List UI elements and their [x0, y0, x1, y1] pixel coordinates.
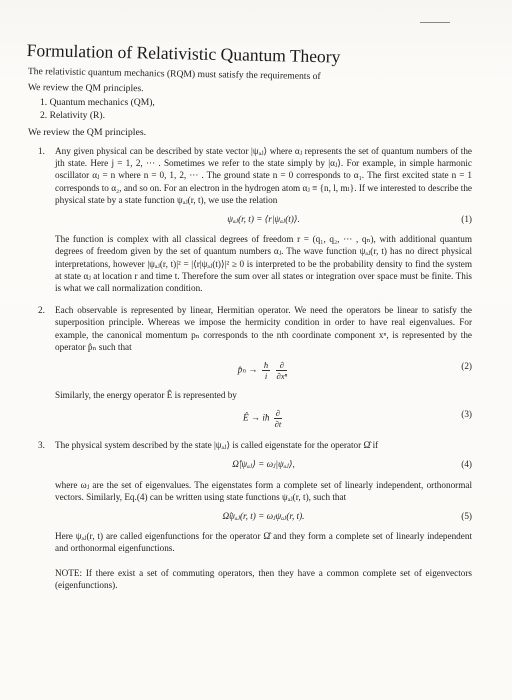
- equation-lhs: p̂ₙ →: [237, 364, 258, 375]
- principle-item-2: [32, 304, 472, 429]
- equation-2: [55, 360, 472, 381]
- equation-number: (2): [461, 361, 472, 372]
- principle-item-1: [32, 145, 472, 294]
- review-heading: We review the QM principles.: [28, 127, 147, 138]
- equation-3: [55, 408, 472, 429]
- equation-5: [55, 510, 472, 522]
- principle-item-3: [32, 439, 472, 591]
- equation-text: Ω̂|ψₐⱼ⟩ = ωⱼ|ψₐⱼ⟩,: [232, 459, 295, 470]
- equation-text: Ω̂ψₐⱼ(r, t) = ωⱼψₐⱼ(r, t).: [222, 511, 305, 522]
- equation-1: [55, 213, 472, 225]
- fraction-denominator: ∂xⁿ: [276, 371, 288, 382]
- top-rule: [420, 22, 450, 23]
- list-item: 2. Relativity (R).: [40, 110, 106, 121]
- fraction: [262, 360, 270, 381]
- fraction-denominator: i: [264, 371, 268, 382]
- equation-lhs: Ê → iħ: [242, 412, 270, 423]
- fraction-numerator: ∂: [276, 360, 287, 371]
- principles-body: [32, 145, 472, 601]
- intro-line-2: We review the QM principles.: [27, 81, 144, 95]
- item-number: 1.: [38, 146, 45, 156]
- paragraph: The function is complex with all classical degrees of freedom r = (q₁, q₂, ··· , qₙ), with additional quantum degrees of freedom given by the set of quantum numbers αⱼ. The wave function ψₐⱼ(r, t) has no direct physical interpretations, however |ψₐⱼ(r, t)|² = |⟨r|ψₐⱼ(t)⟩|² ≥ 0 is interpreted to be the probability density to find the system at state αⱼ at location r and time t. Therefore the sum over all states or integration over space must be finite. This is what we call normalization condition.: [55, 234, 472, 294]
- equation-number: (4): [461, 459, 472, 470]
- fraction: [274, 408, 282, 429]
- principles-list: [40, 96, 155, 122]
- equation-text: ψₐⱼ(r, t) = ⟨r|ψₐⱼ(t)⟩.: [227, 214, 300, 225]
- paragraph: Similarly, the energy operator Ê is represented by: [55, 390, 237, 401]
- item-number: 3.: [38, 440, 45, 451]
- intro-block: [28, 64, 468, 96]
- paragraph: Each observable is represented by linear, Hermitian operator. We need the operators be linear to satisfy the superposition principle. Whereas we impose the hermicity condition in order to have real eigenvalues. For example, the canonical momentum pₙ corresponds to the nth coordinate component xⁿ, is represented by the operator p̂ₙ such that: [55, 305, 472, 352]
- fraction-denominator: ∂t: [274, 419, 282, 430]
- fraction: [276, 360, 287, 381]
- paragraph: The physical system described by the state |ψₐⱼ⟩ is called eigenstate for the operator Ω̂ if: [55, 440, 379, 451]
- note-text: NOTE: If there exist a set of commuting operators, then they have a common complete set of eigenvectors (eigenfunctions).: [55, 567, 472, 590]
- fraction-numerator: ∂: [275, 408, 281, 419]
- equation-number: (1): [461, 214, 472, 225]
- equation-4: [55, 458, 472, 470]
- paragraph: Any given physical can be described by state vector |ψₐⱼ⟩ where αⱼ represents the set of quantum numbers of the jth state. Here j = 1, 2, ··· . Sometimes we refer to the state simply by |αⱼ⟩. For example, in simple harmonic oscillator αⱼ = n where n = 0, 1, 2, ··· . The ground state n = 0 corresponds to α₁. The first excited state n = 1 corresponds to α₂, and so on. For an electron in the hydrogen atom αⱼ ≡ {n, l, mₗ}. If we interested to describe the physical state by a state function ψₐⱼ(r, t), we use the relation: [55, 146, 472, 205]
- item-number: 2.: [38, 305, 45, 316]
- equation-number: (3): [461, 409, 472, 420]
- intro-line-1: The relativistic quantum mechanics (RQM) must satisfy the requirements of: [27, 65, 321, 83]
- paragraph: where ωⱼ are the set of eigenvalues. The eigenstates form a complete set of linearly independent, orthonormal vectors. Similarly, Eq.(4) can be written using state functions ψₐⱼ(r, t), such that: [55, 479, 472, 502]
- fraction-numerator: ħ: [263, 360, 269, 371]
- page-title: Formulation of Relativistic Quantum Theory: [26, 40, 341, 67]
- list-item: 1. Quantum mechanics (QM),: [40, 97, 155, 108]
- equation-number: (5): [461, 511, 472, 522]
- paragraph: Here ψₐⱼ(r, t) are called eigenfunctions for the operator Ω̂ and they form a complete set of linearly independent and orthonormal eigenfunctions.: [55, 531, 472, 554]
